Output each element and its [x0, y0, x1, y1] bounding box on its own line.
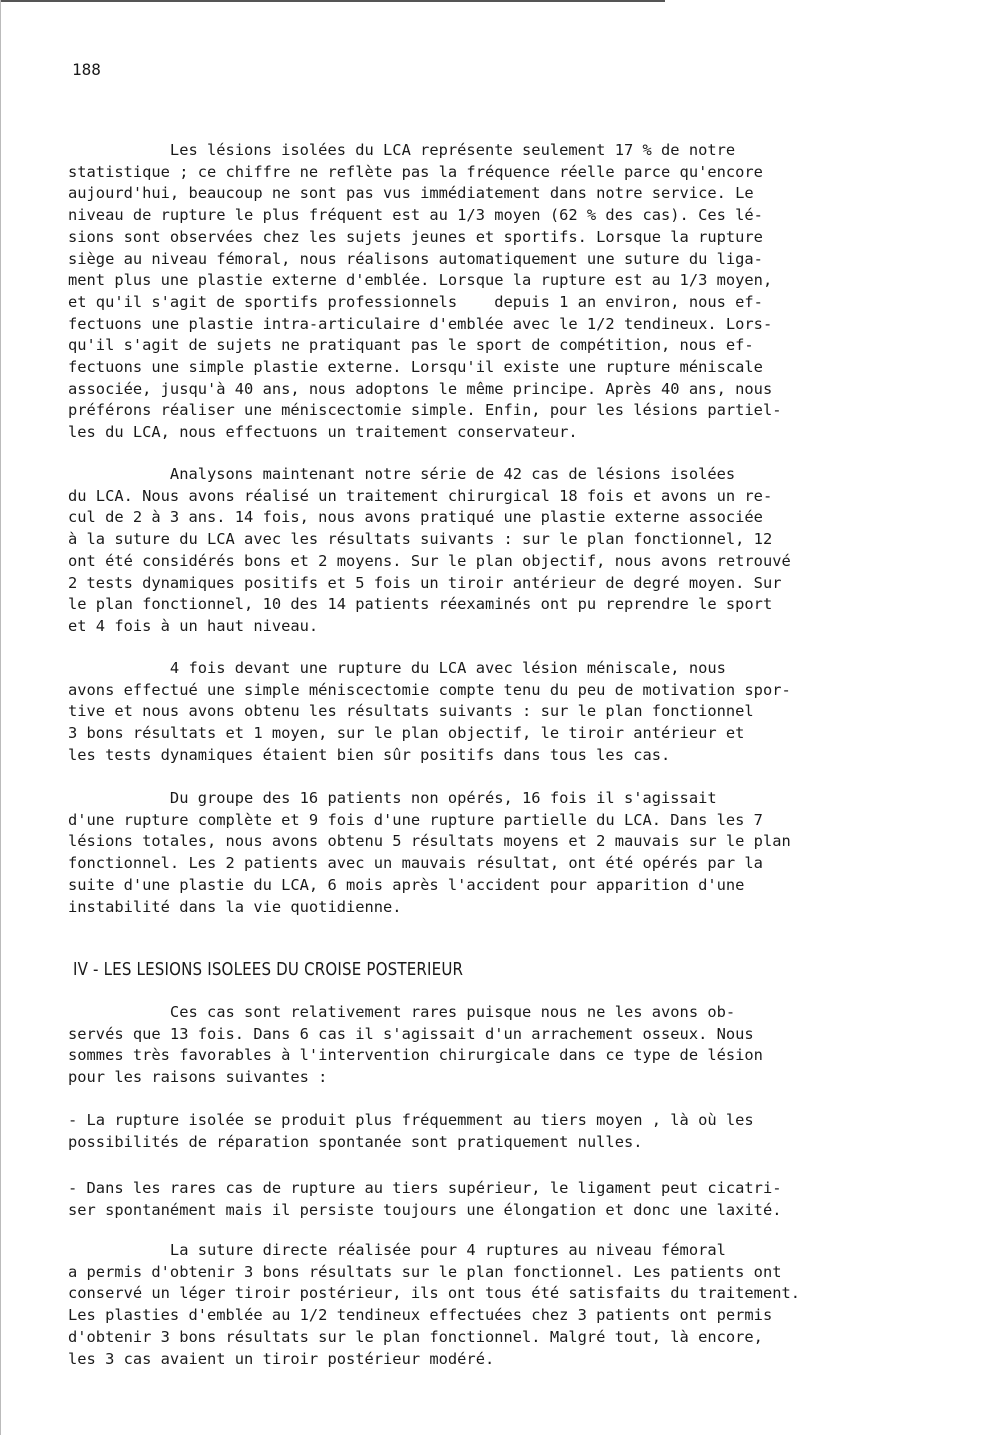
- text-line: ser spontanément mais il persiste toujours une élongation et donc une laxité.: [68, 1200, 782, 1219]
- text-line: lésions totales, nous avons obtenu 5 résultats moyens et 2 mauvais sur le plan: [68, 832, 791, 851]
- text-line: tive et nous avons obtenu les résultats suivants : sur le plan fonctionnel: [68, 702, 754, 721]
- text-line: suite d'une plastie du LCA, 6 mois après l'accident pour apparition d'une: [68, 875, 745, 894]
- text-line: 2 tests dynamiques positifs et 5 fois un tiroir antérieur de degré moyen. Sur: [68, 573, 782, 592]
- text-line: aujourd'hui, beaucoup ne sont pas vus immédiatement dans notre service. Le: [68, 184, 754, 203]
- text-line: Ces cas sont relativement rares puisque nous ne les avons ob-: [68, 1003, 736, 1021]
- text-line: qu'il s'agit de sujets ne pratiquant pas le sport de compétition, nous ef-: [68, 336, 754, 355]
- text-line: les du LCA, nous effectuons un traitement conservateur.: [68, 423, 578, 442]
- text-line: et qu'il s'agit de sportifs professionnels depuis 1 an environ, nous ef-: [68, 292, 763, 311]
- text-line: Du groupe des 16 patients non opérés, 16 fois il s'agissait: [68, 789, 717, 807]
- text-line: statistique ; ce chiffre ne reflète pas la fréquence réelle parce qu'encore: [68, 162, 763, 181]
- text-line: Analysons maintenant notre série de 42 cas de lésions isolées: [68, 465, 736, 483]
- bullet-upper-third: [68, 1178, 888, 1221]
- text-line: siège au niveau fémoral, nous réalisons automatiquement une suture du liga-: [68, 249, 763, 268]
- text-line: fonctionnel. Les 2 patients avec un mauvais résultat, ont été opérés par la: [68, 854, 763, 873]
- text-line: - Dans les rares cas de rupture au tiers supérieur, le ligament peut cicatri-: [68, 1179, 782, 1197]
- text-line: à la suture du LCA avec les résultats suivants : sur le plan fonctionnel, 12: [68, 530, 773, 549]
- text-line: fectuons une simple plastie externe. Lorsqu'il existe une rupture méniscale: [68, 358, 763, 377]
- text-line: préférons réaliser une méniscectomie simple. Enfin, pour les lésions partiel-: [68, 401, 782, 420]
- page-number: 188: [72, 60, 101, 79]
- text-line: du LCA. Nous avons réalisé un traitement chirurgical 18 fois et avons un re-: [68, 486, 773, 505]
- section-heading: IV - LES LESIONS ISOLEES DU CROISE POSTERIEUR: [73, 960, 464, 980]
- scan-left-edge: [0, 0, 1, 1435]
- text-line: - La rupture isolée se produit plus fréquemment au tiers moyen , là où les: [68, 1111, 754, 1129]
- text-line: servés que 13 fois. Dans 6 cas il s'agissait d'un arrachement osseux. Nous: [68, 1024, 754, 1043]
- bullet-middle-third: [68, 1110, 888, 1153]
- text-line: associée, jusqu'à 40 ans, nous adoptons le même principe. Après 40 ans, nous: [68, 379, 773, 398]
- text-line: cul de 2 à 3 ans. 14 fois, nous avons pratiqué une plastie externe associée: [68, 508, 763, 527]
- text-line: a permis d'obtenir 3 bons résultats sur le plan fonctionnel. Les patients ont: [68, 1262, 782, 1281]
- paragraph-meniscal-lesion: [68, 658, 888, 767]
- text-line: ment plus une plastie externe d'emblée. Lorsque la rupture est au 1/3 moyen,: [68, 271, 773, 290]
- text-line: les 3 cas avaient un tiroir postérieur modéré.: [68, 1349, 495, 1368]
- paragraph-posterior-cases: [68, 1002, 888, 1089]
- text-line: fectuons une plastie intra-articulaire d'emblée avec le 1/2 tendineux. Lors-: [68, 314, 773, 333]
- text-line: ont été considérés bons et 2 moyens. Sur le plan objectif, nous avons retrouvé: [68, 551, 791, 570]
- text-line: Les lésions isolées du LCA représente seulement 17 % de notre: [68, 141, 736, 159]
- text-line: 3 bons résultats et 1 moyen, sur le plan objectif, le tiroir antérieur et: [68, 724, 745, 743]
- text-line: d'une rupture complète et 9 fois d'une rupture partielle du LCA. Dans les 7: [68, 810, 763, 829]
- text-line: Les plasties d'emblée au 1/2 tendineux effectuées chez 3 patients ont permis: [68, 1306, 773, 1325]
- top-rule: [0, 0, 665, 2]
- text-line: 4 fois devant une rupture du LCA avec lésion méniscale, nous: [68, 659, 726, 677]
- text-line: sommes très favorables à l'intervention chirurgicale dans ce type de lésion: [68, 1046, 763, 1065]
- paragraph-series-analysis: [68, 464, 888, 638]
- text-line: sions sont observées chez les sujets jeunes et sportifs. Lorsque la rupture: [68, 227, 763, 246]
- text-line: pour les raisons suivantes :: [68, 1068, 328, 1087]
- paragraph-direct-suture: [68, 1240, 888, 1370]
- text-line: possibilités de réparation spontanée sont pratiquement nulles.: [68, 1132, 643, 1151]
- text-line: d'obtenir 3 bons résultats sur le plan fonctionnel. Malgré tout, là encore,: [68, 1327, 763, 1346]
- text-line: La suture directe réalisée pour 4 ruptures au niveau fémoral: [68, 1241, 726, 1259]
- text-line: niveau de rupture le plus fréquent est au 1/3 moyen (62 % des cas). Ces lé-: [68, 206, 763, 225]
- text-line: instabilité dans la vie quotidienne.: [68, 897, 402, 916]
- text-line: et 4 fois à un haut niveau.: [68, 616, 319, 635]
- paragraph-non-operated: [68, 788, 888, 918]
- text-line: le plan fonctionnel, 10 des 14 patients réexaminés ont pu reprendre le sport: [68, 595, 773, 614]
- paragraph-lca-statistics: [68, 140, 888, 444]
- text-line: avons effectué une simple méniscectomie compte tenu du peu de motivation spor-: [68, 680, 791, 699]
- text-line: conservé un léger tiroir postérieur, ils ont tous été satisfaits du traitement.: [68, 1284, 801, 1303]
- text-line: les tests dynamiques étaient bien sûr positifs dans tous les cas.: [68, 745, 671, 764]
